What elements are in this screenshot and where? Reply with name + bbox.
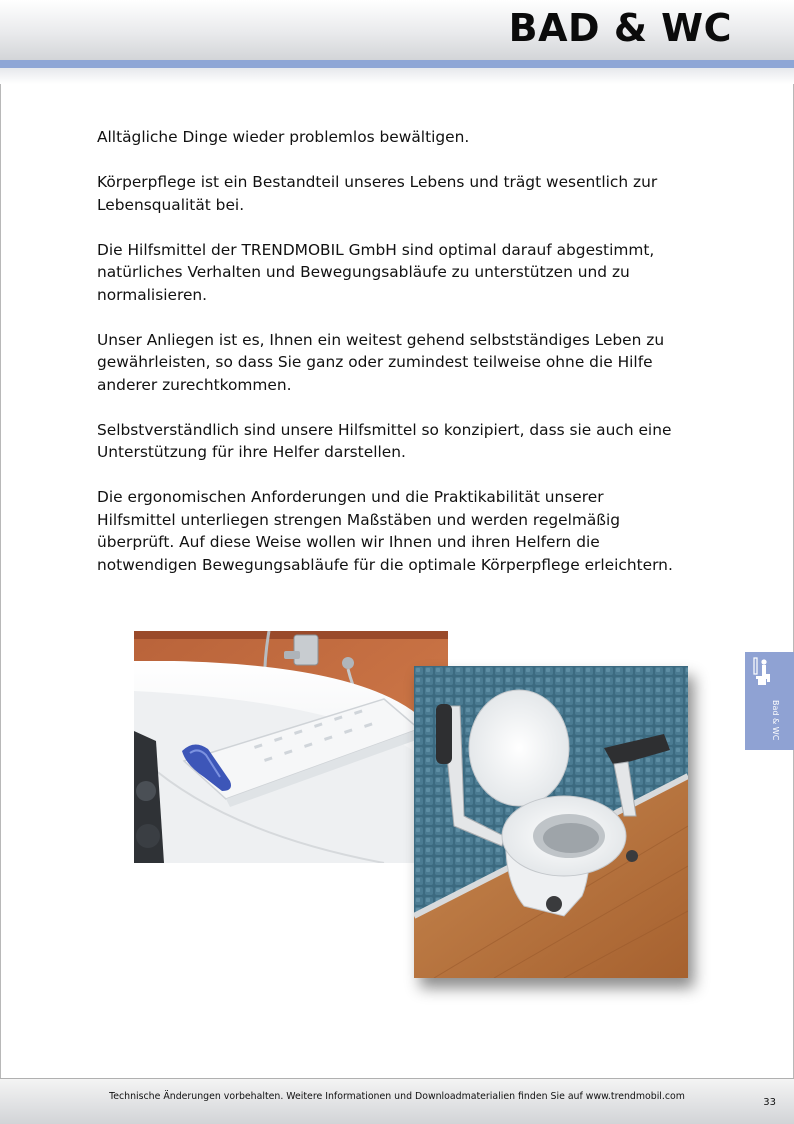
footer-note: Technische Änderungen vorbehalten. Weitere Informationen und Downloadmaterialien finden Sie auf www.trendmobil.com: [109, 1091, 685, 1102]
body-text: [97, 126, 677, 599]
bath-board-photo: [134, 631, 448, 863]
header-shade: [0, 68, 794, 84]
page-frame-left: [0, 84, 1, 1078]
page-header: [0, 0, 794, 60]
toilet-user-icon: [753, 656, 773, 690]
paragraph-aids: Die Hilfsmittel der TRENDMOBIL GmbH sind optimal darauf abgestimmt, natürliches Verhalten und Bewegungsabläufe zu unterstützen und zu normalisieren.: [97, 240, 655, 304]
toilet-seat-raiser-photo: [414, 666, 688, 978]
section-tab[interactable]: [745, 652, 794, 750]
paragraph-intro: Alltägliche Dinge wieder problemlos bewältigen.: [97, 128, 470, 146]
page-number: 33: [763, 1097, 776, 1108]
page-title: BAD & WC: [508, 6, 732, 50]
paragraph-ergonomics: Die ergonomischen Anforderungen und die Praktikabilität unserer Hilfsmittel unterliegen strengen Maßstäben und werden regelmäßig überprüft. Auf diese Weise wollen wir Ihnen und ihren Helfern die notwendigen Bewegungsabläufe für die optimale Körperpflege erleichtern.: [97, 488, 673, 574]
paragraph-helpers: Selbstverständlich sind unsere Hilfsmittel so konzipiert, dass sie auch eine Unterstützung für ihre Helfer darstellen.: [97, 420, 672, 461]
paragraph-independence: Unser Anliegen ist es, Ihnen ein weitest gehend selbstständiges Leben zu gewährleisten, so dass Sie ganz oder zumindest teilweise ohne die Hilfe anderer zurechtkommen.: [97, 330, 665, 394]
section-tab-label: Bad & WC: [771, 700, 780, 741]
page-footer: [0, 1078, 794, 1124]
header-accent-bar: [0, 60, 794, 68]
paragraph-body-care: Körperpflege ist ein Bestandteil unseres Lebens und trägt wesentlich zur Lebensqualität bei.: [97, 173, 658, 214]
